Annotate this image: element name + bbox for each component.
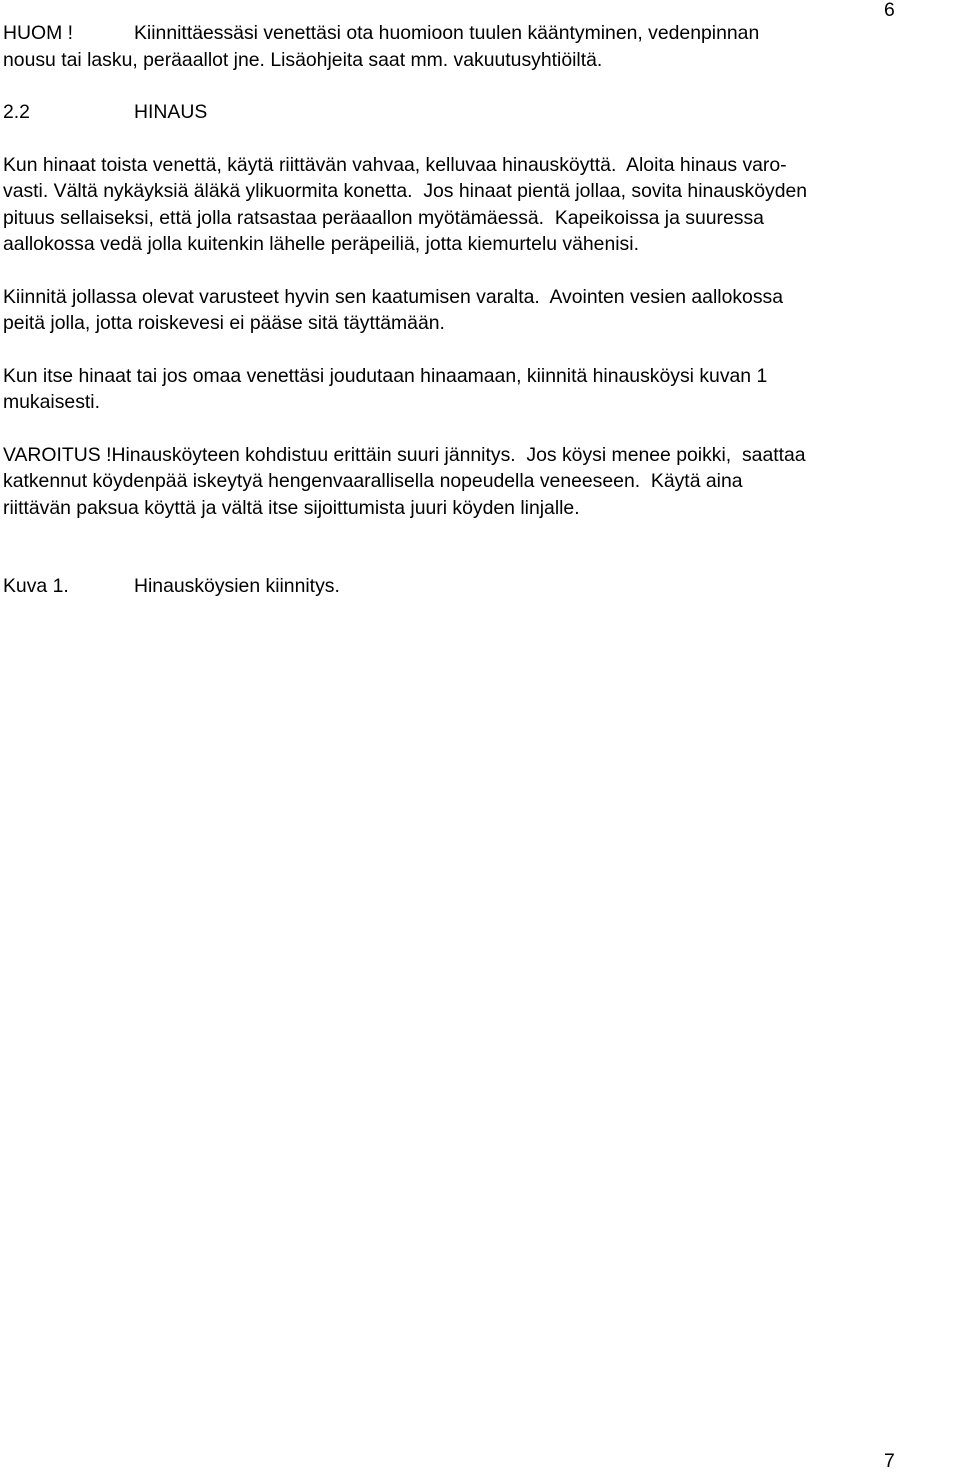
figure-label: Kuva 1. [3, 575, 69, 597]
notice-text-1: Kiinnittäessäsi venettäsi ota huomioon tuulen kääntyminen, vedenpinnan [134, 22, 760, 44]
paragraph-line: vasti. Vältä nykäyksiä äläkä ylikuormita konetta. Jos hinaat pientä jollaa, sovita hinausköyden [3, 180, 808, 202]
page-number-top: 6 [884, 0, 895, 21]
paragraph-line: peitä jolla, jotta roiskevesi ei pääse sitä täyttämään. [3, 312, 445, 334]
section-heading [3, 99, 933, 126]
paragraph-line: mukaisesti. [3, 391, 100, 413]
paragraph-line: riittävän paksua köyttä ja vältä itse sijoittumista juuri köyden linjalle. [3, 496, 580, 519]
notice-line-1 [3, 20, 933, 47]
figure-caption [3, 573, 933, 600]
paragraph-warning [3, 442, 933, 522]
document-body [3, 20, 933, 600]
paragraph-line: aallokossa vedä jolla kuitenkin lähelle peräpeiliä, jotta kiemurtelu vähenisi. [3, 233, 639, 255]
section-title: HINAUS [134, 101, 208, 123]
notice-paragraph [3, 20, 933, 73]
paragraph-line: Kiinnitä jollassa olevat varusteet hyvin sen kaatumisen varalta. Avointen vesien aallokossa [3, 285, 784, 308]
section-number: 2.2 [3, 101, 30, 123]
figure-caption-text: Hinausköysien kiinnitys. [134, 575, 340, 597]
paragraph-towing [3, 152, 933, 258]
paragraph-line: Kun itse hinaat tai jos omaa venettäsi joudutaan hinaamaan, kiinnitä hinausköysi kuvan 1 [3, 364, 768, 387]
paragraph-attach [3, 363, 933, 416]
paragraph-line: VAROITUS !Hinausköyteen kohdistuu erittäin suuri jännitys. Jos köysi menee poikki, saattaa [3, 443, 806, 466]
notice-text-2: nousu tai lasku, peräaallot jne. Lisäohjeita saat mm. vakuutusyhtiöiltä. [3, 48, 603, 71]
page-number-bottom: 7 [884, 1450, 895, 1472]
paragraph-dinghy [3, 284, 933, 337]
paragraph-line: katkennut köydenpää iskeytyä hengenvaarallisella nopeudella veneeseen. Käytä aina [3, 470, 743, 492]
paragraph-line: pituus sellaiseksi, että jolla ratsastaa peräaallon myötämäessä. Kapeikoissa ja suuressa [3, 206, 764, 229]
paragraph-line: Kun hinaat toista venettä, käytä riittävän vahvaa, kelluvaa hinausköyttä. Aloita hinaus varo- [3, 153, 787, 176]
notice-label: HUOM ! [3, 22, 74, 44]
